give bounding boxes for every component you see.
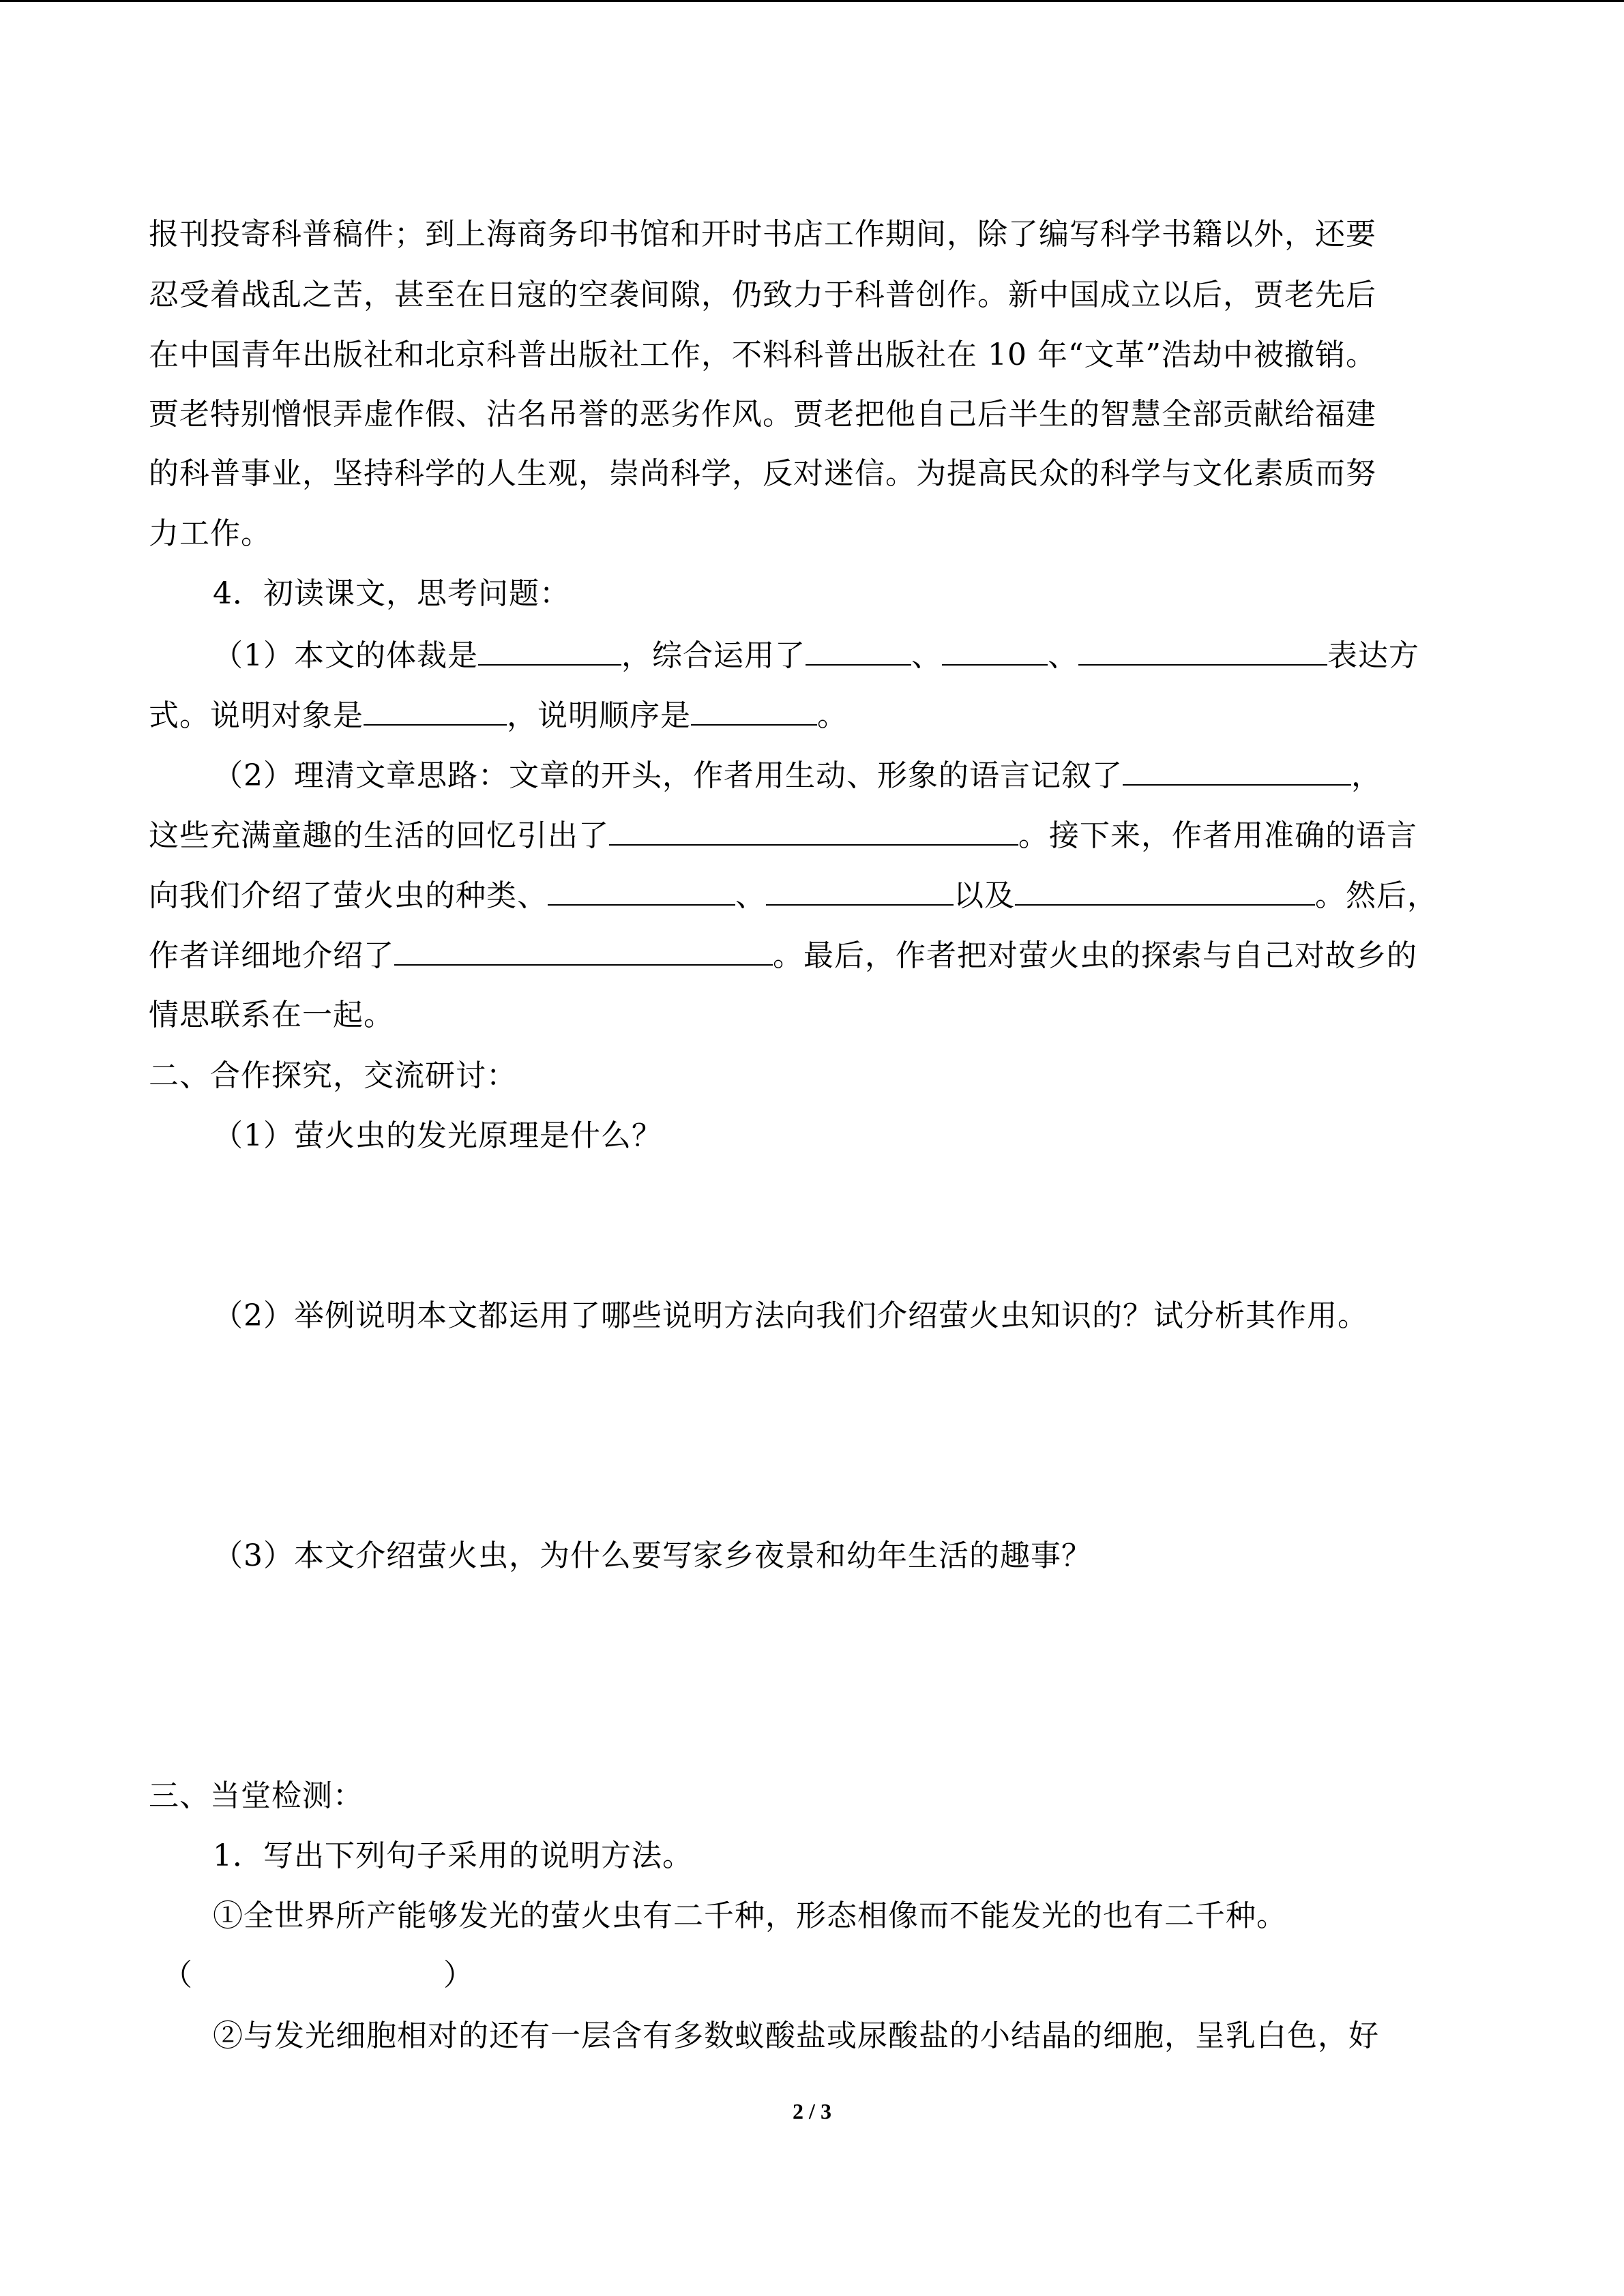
question-4-title: 4．初读课文，思考问题： [213, 576, 570, 611]
text: 式。说明对象是 [149, 698, 364, 733]
text: 。 [817, 698, 848, 733]
question-4-2-line3 [149, 874, 1438, 916]
answer-paren-close: ） [443, 1958, 473, 1993]
text: ，综合运用了 [621, 638, 806, 673]
section-3-title: 三、当堂检测： [149, 1778, 364, 1813]
question-4-2-line2 [149, 814, 1417, 856]
text: 、 [735, 878, 766, 913]
page-number: 2 / 3 [793, 2099, 831, 2123]
text: 表达方 [1327, 638, 1419, 673]
answer-blank-expression-3[interactable] [1078, 634, 1327, 666]
text: 。最后，作者把对萤火虫的探索与自己对故乡的 [773, 938, 1417, 973]
answer-blank-feature-1[interactable] [548, 874, 735, 906]
text: 这些充满童趣的生活的回忆引出了 [149, 818, 609, 853]
answer-blank-feature-3[interactable] [1015, 874, 1315, 906]
text: 作者详细地介绍了 [149, 938, 394, 973]
answer-blank-memories[interactable] [1123, 754, 1351, 786]
text: 。接下来，作者用准确的语言 [1018, 818, 1417, 853]
text: ， [1351, 758, 1382, 793]
answer-blank-object[interactable] [364, 694, 507, 726]
text-line: 的科普事业，坚持科学的人生观，崇尚科学，反对迷信。为提高民众的科学与文化素质而努 [149, 456, 1376, 491]
question-4-2-line5: 情思联系在一起。 [149, 998, 394, 1032]
question-4-2-line1 [213, 754, 1382, 796]
text: 。然后， [1315, 878, 1438, 913]
text-line: 忍受着战乱之苦，甚至在日寇的空袭间隙，仍致力于科普创作。新中国成立以后，贾老先后 [149, 278, 1376, 312]
answer-blank-genre[interactable] [478, 634, 621, 666]
page-top-border [0, 0, 1624, 2]
text: ，说明顺序是 [507, 698, 691, 733]
text: 、 [1048, 638, 1078, 673]
section-2-title: 二、合作探究，交流研讨： [149, 1058, 517, 1093]
answer-paren-open: （ [162, 1958, 192, 1993]
text: （1）本文的体裁是 [213, 638, 478, 673]
section-3-sentence-2: ②与发光细胞相对的还有一层含有多数蚁酸盐或尿酸盐的小结晶的细胞，呈乳白色，好 [213, 2018, 1379, 2053]
answer-blank-feature-2[interactable] [766, 874, 954, 906]
question-4-1-line1 [213, 634, 1419, 676]
section-3-sentence-1: ①全世界所产能够发光的萤火虫有二千种，形态相像而不能发光的也有二千种。 [213, 1898, 1287, 1933]
answer-blank-expression-2[interactable] [942, 634, 1048, 666]
answer-blank-detail[interactable] [394, 934, 773, 966]
text: （2）理清文章思路：文章的开头，作者用生动、形象的语言记叙了 [213, 758, 1123, 793]
section-3-item-1: 1．写出下列句子采用的说明方法。 [213, 1838, 693, 1873]
answer-blank-lead-in[interactable] [609, 814, 1018, 846]
answer-blank-order[interactable] [691, 694, 817, 726]
question-4-2-line4 [149, 934, 1417, 976]
answer-blank-expression-1[interactable] [806, 634, 911, 666]
section-2-question-3: （3）本文介绍萤火虫，为什么要写家乡夜景和幼年生活的趣事？ [213, 1538, 1092, 1573]
text: 以及 [954, 878, 1015, 913]
section-2-question-1: （1）萤火虫的发光原理是什么？ [213, 1118, 662, 1153]
text-line: 报刊投寄科普稿件；到上海商务印书馆和开时书店工作期间，除了编写科学书籍以外，还要 [149, 217, 1376, 252]
text-line: 贾老特别憎恨弄虚作假、沽名吊誉的恶劣作风。贾老把他自己后半生的智慧全部贡献给福建 [149, 397, 1376, 432]
section-2-question-2: （2）举例说明本文都运用了哪些说明方法向我们介绍萤火虫知识的？试分析其作用。 [213, 1298, 1368, 1333]
text: 向我们介绍了萤火虫的种类、 [149, 878, 548, 913]
text: 、 [911, 638, 942, 673]
question-4-1-line2 [149, 694, 848, 736]
text-line: 在中国青年出版社和北京科普出版社工作，不料科普出版社在 10 年“文革”浩劫中被撤销。 [149, 338, 1376, 372]
text-line: 力工作。 [149, 516, 271, 551]
